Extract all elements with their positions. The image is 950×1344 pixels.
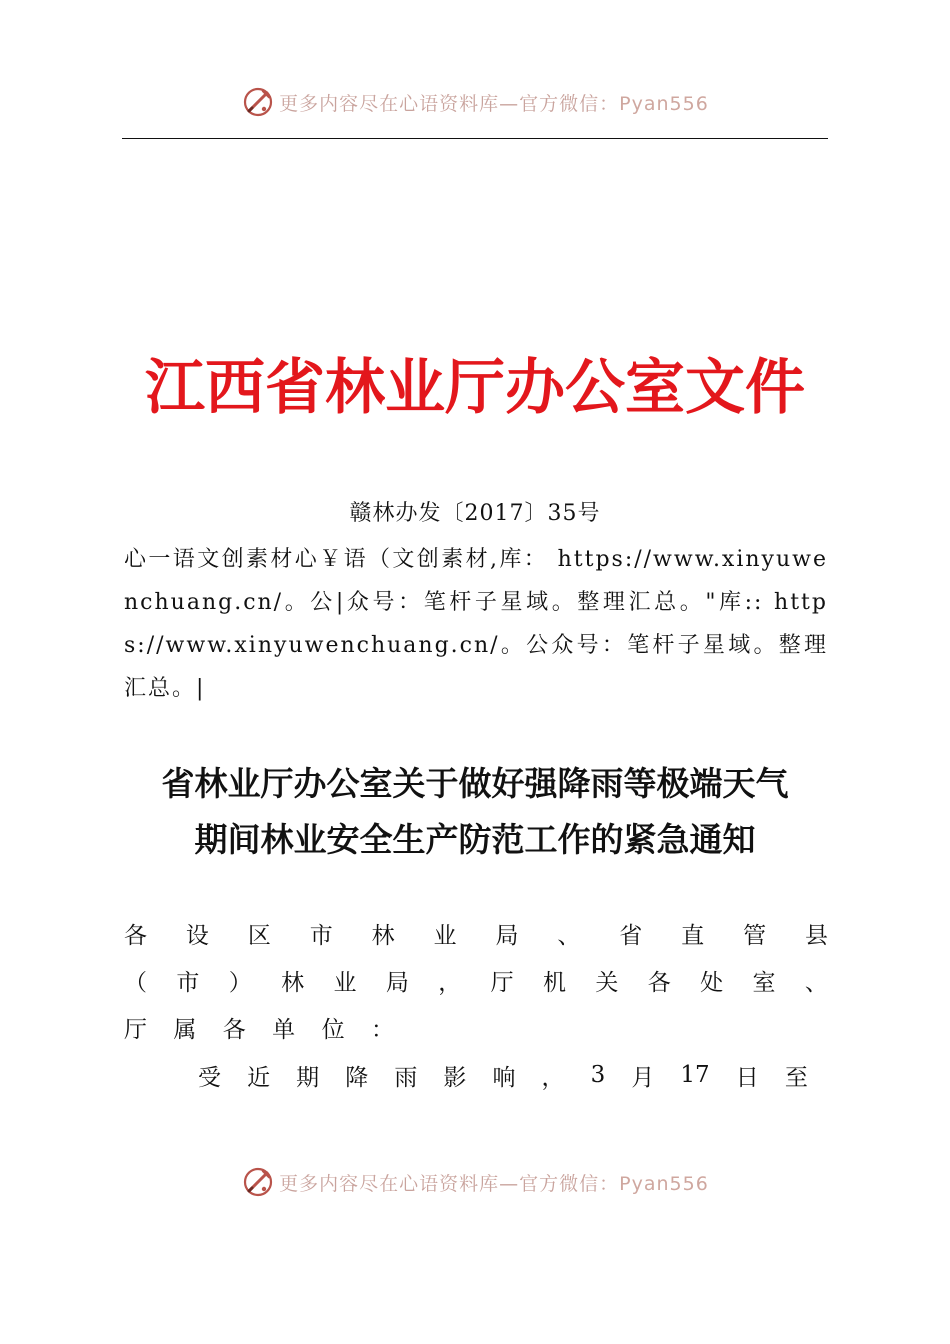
pen-seal-logo-icon (241, 85, 275, 119)
body-char: 日 (735, 1064, 759, 1091)
pen-seal-logo-icon (241, 1165, 275, 1199)
recipient-char: 管 (743, 922, 767, 949)
body-char: 降 (345, 1064, 369, 1091)
recipient-char: 位 (321, 1016, 345, 1043)
notice-title (0, 756, 950, 868)
recipient-char: ） (228, 969, 252, 996)
recipient-char: 林 (371, 922, 395, 949)
recipient-char: 、 (804, 969, 828, 996)
recipient-char: 市 (309, 922, 333, 949)
body-char: 受 (198, 1064, 221, 1091)
body-char: 至 (784, 1064, 808, 1091)
recipient-char: 处 (700, 969, 724, 996)
notice-title-line-1: 省林业厅办公室关于做好强降雨等极端天气 (161, 764, 789, 803)
recipient-char: 县 (804, 922, 828, 949)
recipient-char: 厅 (124, 1016, 147, 1043)
body-char: 影 (443, 1064, 467, 1091)
header-divider (122, 138, 828, 139)
body-char: 响 (492, 1064, 516, 1091)
recipient-char: 各 (124, 922, 147, 949)
recipient-char: 室 (752, 969, 776, 996)
recipient-char: 业 (433, 922, 457, 949)
recipient-line-2 (124, 963, 828, 997)
body-char: 期 (296, 1064, 320, 1091)
recipient-char: 业 (333, 969, 357, 996)
recipient-char: 各 (647, 969, 671, 996)
recipient-char: 林 (281, 969, 305, 996)
watermark-text (279, 1169, 709, 1196)
recipient-char: 各 (222, 1016, 246, 1043)
recipient-char: 设 (185, 922, 209, 949)
watermark-wechat-id: Pyan556 (619, 1172, 709, 1195)
body-char: ， (541, 1064, 565, 1091)
bottom-watermark (0, 1162, 950, 1202)
recipient-char: ： (370, 1016, 394, 1043)
ad-paragraph: 心一语文创素材心￥语（文创素材,库： https://www.xinyuwenchuang.cn/。公|众号：笔杆子星域。整理汇总。"库:: https://www.xinyuwenchuang.cn/。公众号：笔杆子星域。整理汇总。| (124, 547, 828, 701)
body-char: 17 (680, 1062, 710, 1088)
recipient-char: 区 (247, 922, 271, 949)
body-char: 雨 (394, 1064, 418, 1091)
recipient-char: 直 (681, 922, 705, 949)
watermark-label: 更多内容尽在心语资料库—官方微信： (279, 92, 620, 115)
body-char: 3 (590, 1062, 606, 1088)
recipient-char: 关 (595, 969, 619, 996)
recipient-char: 局 (495, 922, 519, 949)
recipient-char: 单 (272, 1016, 296, 1043)
recipient-line-1 (124, 916, 828, 950)
recipient-char: 局 (385, 969, 409, 996)
recipient-char: 厅 (490, 969, 514, 996)
watermark-label: 更多内容尽在心语资料库—官方微信： (279, 1172, 620, 1195)
recipient-char: （ (124, 969, 147, 996)
watermark-text (279, 89, 709, 116)
document-title: 江西省林业厅办公室文件 (145, 353, 805, 423)
recipient-char: ， (438, 969, 462, 996)
notice-title-line-2: 期间林业安全生产防范工作的紧急通知 (194, 820, 756, 859)
body-char: 近 (247, 1064, 271, 1091)
recipient-line-3 (124, 1010, 394, 1044)
body-char: 月 (631, 1064, 655, 1091)
recipient-char: 属 (173, 1016, 197, 1043)
recipient-char: 机 (543, 969, 566, 996)
top-watermark (0, 82, 950, 122)
recipient-char: 市 (176, 969, 200, 996)
document-number: 赣林办发〔2017〕35号 (349, 501, 601, 526)
watermark-wechat-id: Pyan556 (619, 92, 709, 115)
recipient-char: 省 (619, 922, 643, 949)
body-first-line (198, 1058, 808, 1092)
recipient-char: 、 (557, 922, 581, 949)
